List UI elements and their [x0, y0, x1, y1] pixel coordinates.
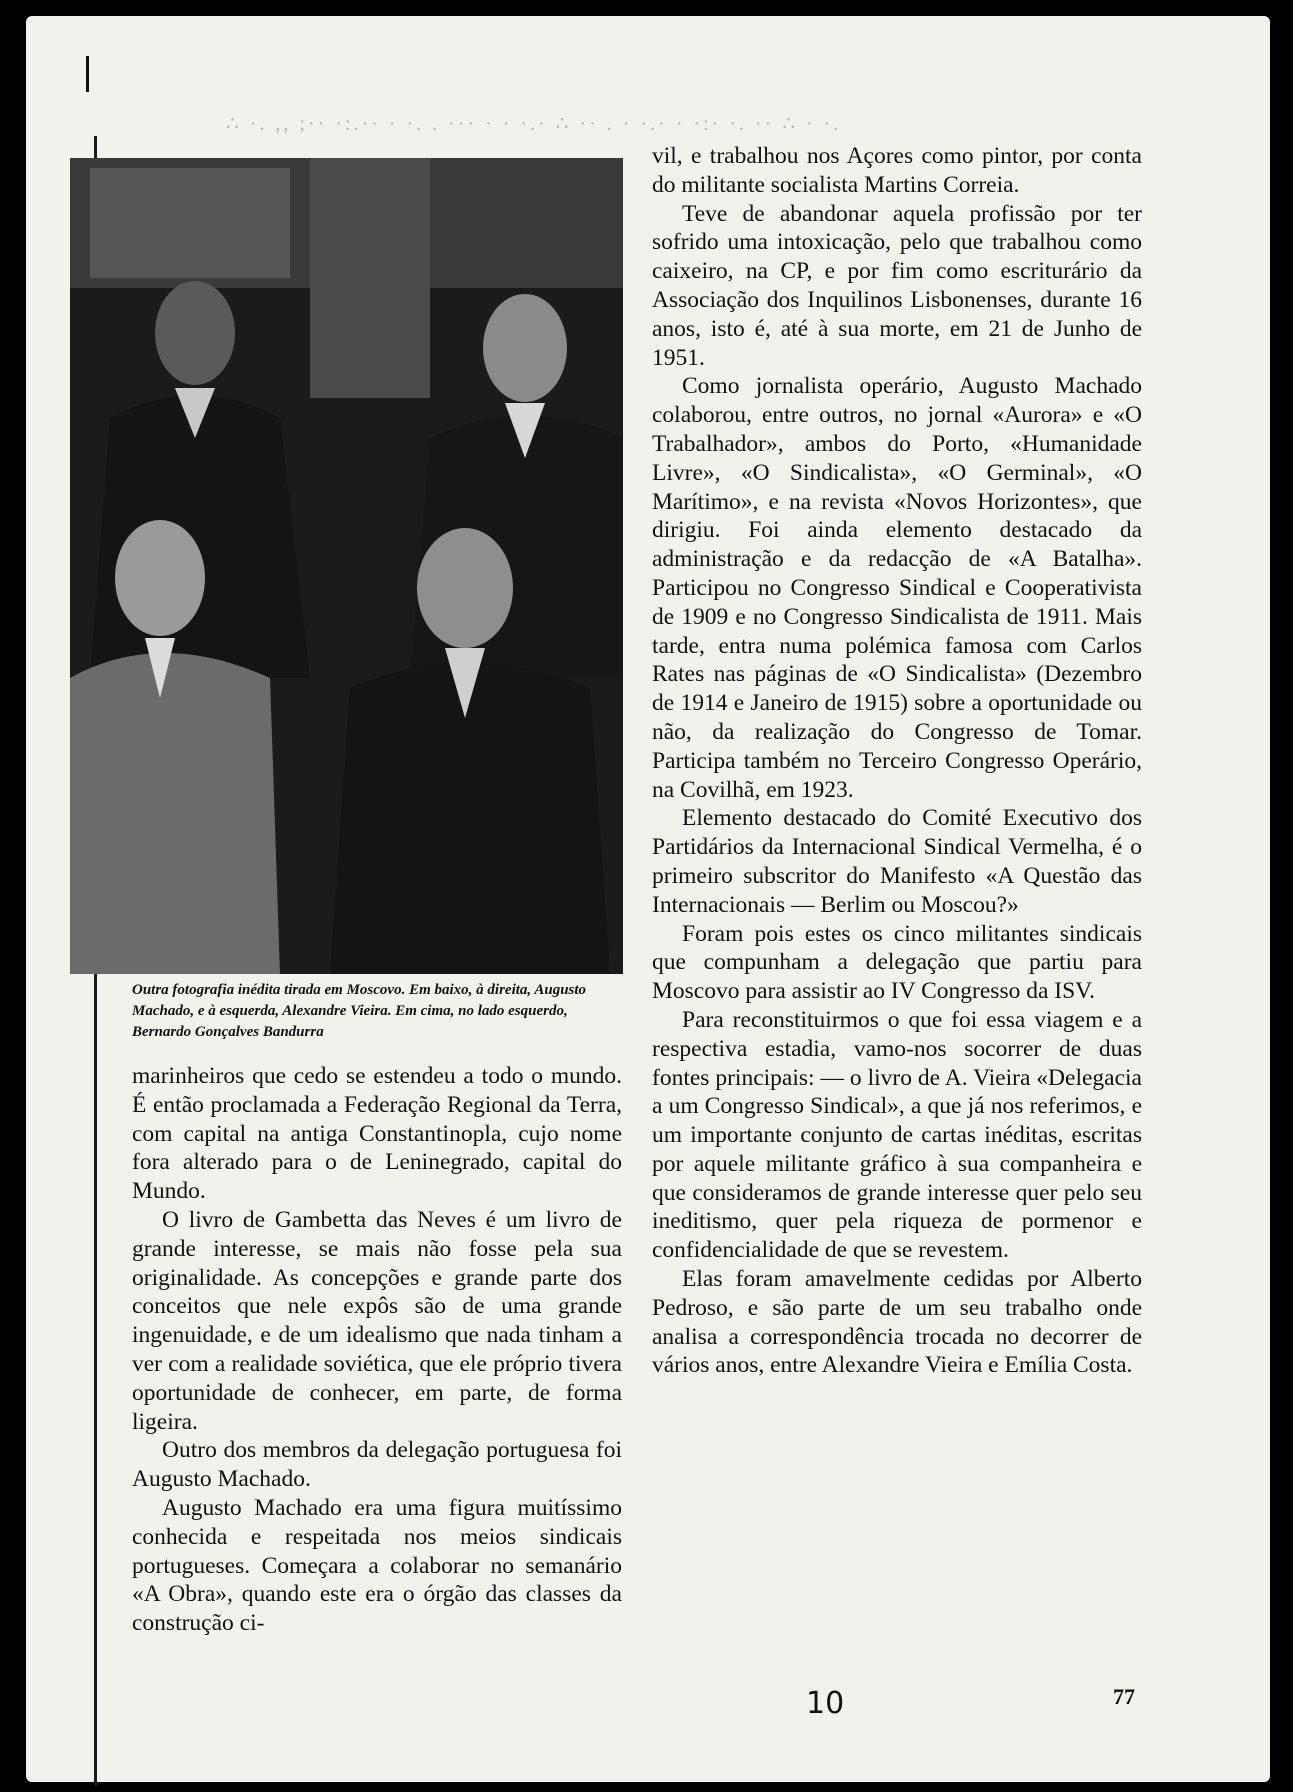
paragraph: vil, e trabalhou nos Açores como pintor, por conta do militante socialista Martins Correia.: [652, 143, 1142, 198]
paragraph: Elemento destacado do Comité Executivo dos Partidários da Internacional Sindical Vermelha, é o primeiro subscritor do Manifesto «A Questão das Internacionais — Berlim ou Moscou?»: [652, 805, 1142, 918]
paragraph: Foram pois estes os cinco militantes sindicais que compunham a delegação que partiu para Moscovo para assistir ao IV Congresso da ISV.: [652, 920, 1142, 1005]
photo-illustration: [70, 158, 623, 974]
paragraph: Elas foram amavelmente cedidas por Alberto Pedroso, e são parte de um seu trabalho onde analisa a correspondência trocada no decorrer de vários anos, entre Alexandre Vieira e Emília Costa.: [652, 1266, 1142, 1379]
left-text-column: [132, 1062, 622, 1638]
paragraph: Outro dos membros da delegação portuguesa foi Augusto Machado.: [132, 1437, 622, 1493]
historical-photo: [70, 158, 623, 974]
page-number: 77: [1113, 1684, 1135, 1709]
margin-tick: [86, 56, 89, 92]
paragraph: Como jornalista operário, Augusto Machado colaborou, entre outros, no jornal «Aurora» e «O Trabalhador», ambos do Porto, «Humanidade Livre», «O Sindicalista», «O Germinal», «O Marítimo», e na revista «Novos Horizontes», que dirigiu. Foi ainda elemento destacado da administração e da redacção de «A Batalha». Participou no Congresso Sindical e Cooperativista de 1909 e no Congresso Sindicalista de 1911. Mais tarde, entra numa polémica famosa com Carlos Rates nas páginas de «O Sindicalista» (Dezembro de 1914 e Janeiro de 1915) sobre a oportunidade ou não, da realização do Congresso de Tomar. Participa também no Terceiro Congresso Operário, na Covilhã, em 1923.: [652, 373, 1142, 803]
photo-caption: Outra fotografia inédita tirada em Moscovo. Em baixo, à direita, Augusto Machado, e à esquerda, Alexandre Vieira. Em cima, no lado esquerdo, Bernardo Gonçalves Bandurra: [132, 982, 587, 1040]
paragraph: Augusto Machado era uma figura muitíssimo conhecida e respeitada nos meios sindicais portugueses. Começara a colaborar no semanário «A Obra», quando este era o órgão das classes da construção ci-: [132, 1494, 622, 1637]
handwritten-number: 10: [806, 1686, 845, 1721]
right-text-column: [652, 142, 1142, 1380]
paragraph: Teve de abandonar aquela profissão por ter sofrido uma intoxicação, pelo que trabalhou como caixeiro, na CP, e por fim como escriturário da Associação dos Inquilinos Lisbonenses, durante 16 anos, isto é, até à sua morte, em 21 de Junho de 1951.: [652, 200, 1142, 371]
paragraph: marinheiros que cedo se estendeu a todo o mundo. É então proclamada a Federação Regional da Terra, com capital na antiga Constantinopla, cujo nome fora alterado para o de Leninegrado, capital do Mundo.: [132, 1063, 622, 1205]
paragraph: Para reconstituirmos o que foi essa viagem e a respectiva estadia, vamo-nos socorrer de duas fontes principais: — o livro de A. Vieira «Delegacia a um Congresso Sindical», a que já nos referimos, e um importante conjunto de cartas inéditas, escritas por aquele militante gráfico à sua companheira e que consideramos de grande interesse quer pelo seu ineditismo, quer pela riqueza de pormenor e confidencialidade de que se revestem.: [652, 1006, 1142, 1264]
bleed-through-text: ∴ ·. ,, ;·· ·:.·· · ·. . ··· · · ·.· ∴ ·· . · ·.· · ·:· ·. ·· ∴ · ·.: [226, 113, 842, 135]
paragraph: O livro de Gambetta das Neves é um livro de grande interesse, se mais não fosse pela sua originalidade. As concepções e grande parte dos conceitos que nele expôs são de uma grande ingenuidade, e de um idealismo que nada tinham a ver com a realidade soviética, que ele próprio tivera oportunidade de conhecer, em parte, de forma ligeira.: [132, 1206, 622, 1435]
